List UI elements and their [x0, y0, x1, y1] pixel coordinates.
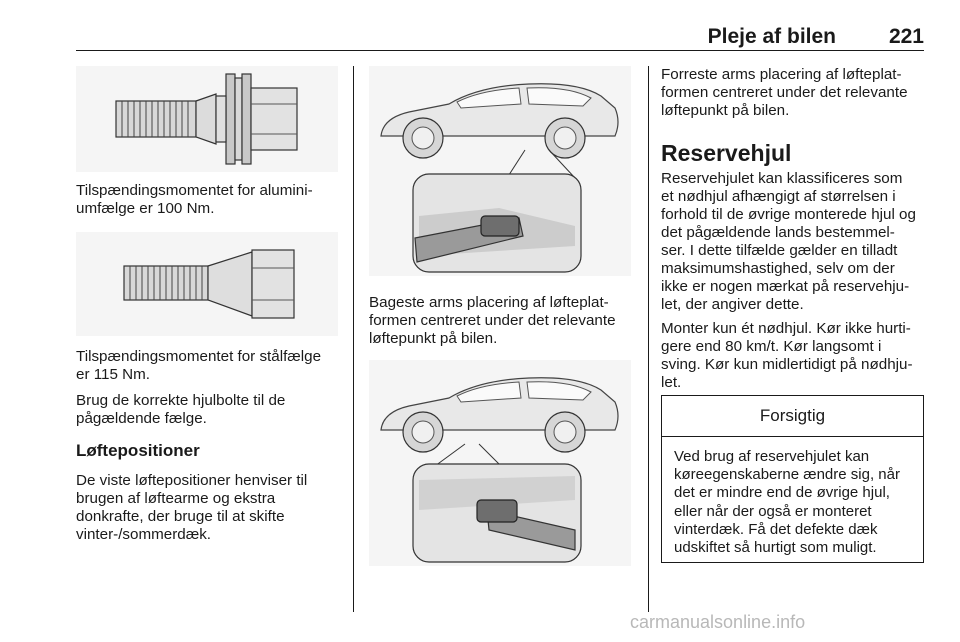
watermark: carmanualsonline.info: [630, 612, 806, 632]
caution-text: Ved brug af reservehjulet kan køreegenskaberne ændre sig, når det er mindre end de øvrige hjul, eller når der også er monteret vinterdæk. Få det defekte dæk udskiftet så hurtigt som muligt.: [674, 448, 900, 557]
spare-wheel-paragraph-2: Monter kun ét nødhjul. Kør ikke hurti- gere end 80 km/t. Kør langsomt i sving. Kør kun midlertidigt på nødhju- let.: [661, 320, 913, 391]
front-lift-caption: Forreste arms placering af løfteplat- formen centreret under det relevante løftepunkt på bilen.: [661, 66, 908, 119]
rear-lift-caption: Bageste arms placering af løfteplat- formen centreret under det relevante løftepunkt på bilen.: [369, 294, 616, 347]
bolt-note: Brug de korrekte hjulbolte til de pågældende fælge.: [76, 392, 286, 427]
steel-bolt-illustration: [76, 232, 338, 336]
front-lift-illustration: [369, 360, 631, 566]
column-divider-right: [648, 66, 649, 612]
caption-steel-torque: Tilspændingsmomentet for stålfælge er 115 Nm.: [76, 348, 322, 383]
figure-rear-lift-point: [369, 66, 631, 276]
alloy-bolt-illustration: [76, 66, 338, 172]
caption-alloy-torque: Tilspændingsmomentet for alumini- umfælge er 100 Nm.: [76, 182, 313, 217]
figure-steel-bolt: [76, 232, 338, 336]
section-title: Pleje af bilen: [707, 25, 836, 48]
spare-wheel-heading: Reservehjul: [661, 140, 792, 166]
rear-lift-illustration: [369, 66, 631, 276]
page-header: [76, 0, 924, 51]
figure-alloy-bolt: [76, 66, 338, 172]
figure-front-lift-point: [369, 360, 631, 566]
column-divider-left: [353, 66, 354, 612]
spare-wheel-paragraph-1: Reservehjulet kan klassificeres som et nødhjul afhængigt af størrelsen i forhold til de øvrige monterede hjul og det pågældende lands bestemmel- ser. I dette tilfælde gælder en tilladt maksimumshastighed, selv om der ikke er nogen mærkat på reservehju- let, der angiver dette.: [661, 170, 916, 313]
page-number: 221: [888, 25, 924, 48]
lift-positions-heading: Løftepositioner: [76, 441, 200, 460]
caution-box: [661, 395, 924, 563]
lift-positions-text: De viste løftepositioner henviser til brugen af løftearme og ekstra donkrafte, der bruge til at skifte vinter-/sommerdæk.: [76, 472, 308, 543]
caution-title: Forsigtig: [662, 396, 923, 437]
